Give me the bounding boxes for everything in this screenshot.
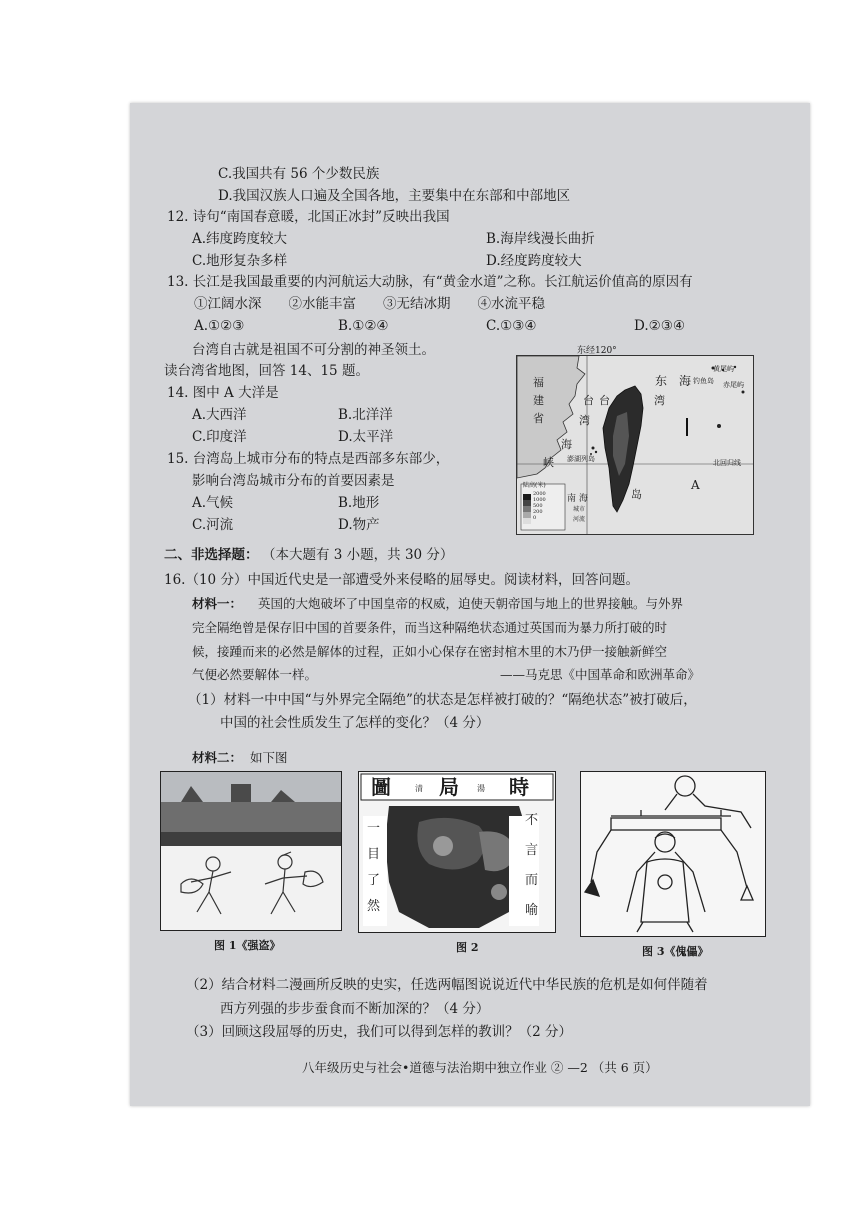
map-label-dao: 岛	[631, 488, 642, 501]
map-label-ocean-a: A	[691, 478, 700, 492]
figure-1-image	[160, 771, 342, 931]
material-2-label: 材料二：	[192, 750, 243, 765]
taiwan-intro: 台湾自古就是祖国不可分割的神圣领土。	[192, 342, 435, 358]
q15-option-d: D.物产	[338, 517, 380, 533]
figure-2-image	[358, 771, 556, 933]
q13-option-b: B.①②④	[338, 318, 389, 334]
q12-option-a: A.纬度跨度较大	[192, 231, 288, 247]
material-1-source: ——马克思《中国革命和欧洲革命》	[500, 667, 701, 682]
material-1-label: 材料一：	[192, 596, 243, 611]
map-label-donghai: 东 海	[655, 374, 692, 388]
figure-2-small-2: 湯	[477, 784, 485, 793]
exam-page	[130, 103, 810, 1106]
figure-3-caption: 图 3《傀儡》	[642, 945, 709, 958]
page-footer: 八年级历史与社会•道德与法治期中独立作业 ② —2 （共 6 页）	[302, 1060, 658, 1075]
q13-option-a: A.①②③	[194, 318, 245, 334]
q12-stem: 12. 诗句“南国春意暖，北国正冰封”反映出我国	[167, 209, 450, 225]
map-label-wan: 湾	[579, 414, 590, 427]
figure-2-left-3: 了	[367, 873, 381, 888]
sub-question-2-cont: 西方列强的步步蚕食而不断加深的？（4 分）	[220, 1001, 490, 1017]
map-label-nanhai: 南 海	[567, 494, 588, 504]
map-longitude-label: 东经120°	[577, 346, 617, 356]
q13-stem: 13. 长江是我国最重要的内河航运大动脉，有“黄金水道”之称。长江航运价值高的原因有	[167, 274, 693, 290]
figure-2-right-4: 喻	[525, 903, 539, 918]
figure-2-right-1: 不	[525, 813, 539, 828]
q12-option-b: B.海岸线漫长曲折	[486, 231, 595, 247]
q14-stem: 14. 图中 A 大洋是	[167, 385, 279, 401]
map-label-xia: 峡	[543, 456, 554, 469]
figure-2-left-4: 然	[367, 899, 381, 914]
material-1-line-2: 完全隔绝曾是保存旧中国的首要条件，而当这种隔绝状态通过英国而为暴力所打破的时	[192, 620, 668, 635]
q12-option-d: D.经度跨度较大	[486, 253, 582, 269]
material-2-text: 如下图	[250, 750, 288, 765]
map-label-taiwan: 台 湾	[599, 394, 665, 407]
figure-2-title-1: 圖	[371, 775, 391, 799]
q14-option-d: D.太平洋	[338, 429, 394, 445]
q15-stem: 15. 台湾岛上城市分布的特点是西部多东部少，	[167, 451, 450, 467]
legend-0: 0	[533, 515, 537, 521]
material-1-line-3: 候，接踵而来的必然是解体的过程，正如小心保存在密封棺木里的木乃伊一接触新鲜空	[192, 644, 668, 659]
figure-2-right-3: 而	[525, 873, 539, 888]
q13-option-d: D.②③④	[634, 318, 685, 334]
q14-option-b: B.北洋洋	[338, 407, 393, 423]
q14-option-a: A.大西洋	[192, 407, 247, 423]
material-1-line-1: 英国的大炮破坏了中国皇帝的权威，迫使天朝帝国与地上的世界接触。与外界	[258, 596, 684, 611]
legend-200: 200	[533, 509, 543, 515]
figure-2-left-2: 目	[367, 847, 381, 862]
legend-city: 城市	[573, 506, 586, 513]
legend-title: 陆高(米)	[523, 482, 546, 489]
q15-option-c: C.河流	[192, 517, 234, 533]
q15-option-b: B.地形	[338, 495, 380, 511]
sub-question-3: （3）回顾这段屈辱的历史，我们可以得到怎样的教训？（2 分）	[186, 1024, 572, 1040]
figure-3-image	[580, 771, 766, 937]
map-label-chiwei: 赤尾屿	[723, 381, 744, 389]
section-2-note: （本大题有 3 小题，共 30 分）	[262, 547, 454, 563]
figure-1-caption: 图 1《强盗》	[214, 939, 281, 952]
figure-3-drawing	[581, 772, 765, 936]
material-1-line-4: 气便必然要解体一样。	[192, 667, 318, 682]
figure-2-title-3: 時	[509, 775, 529, 799]
figure-1-drawing	[161, 772, 341, 930]
map-label-hai: 海	[561, 438, 572, 451]
section-2-heading: 二、非选择题：	[164, 547, 259, 563]
figure-2-right-2: 言	[525, 843, 539, 858]
sub-question-1: （1）材料一中中国“与外界完全隔绝”的状态是怎样被打破的？“隔绝状态”被打破后，	[188, 692, 697, 708]
sub-question-2: （2）结合材料二漫画所反映的史实，任选两幅图说说近代中华民族的危机是如何伴随着	[186, 977, 708, 993]
taiwan-map	[516, 346, 754, 535]
q15-option-a: A.气候	[192, 495, 234, 511]
figure-2-small-1: 清	[415, 784, 423, 793]
map-label-diaoyu: 钓鱼岛	[693, 377, 714, 385]
legend-1000: 1000	[533, 497, 546, 503]
legend-river: 河流	[573, 516, 586, 523]
legend-2000: 2000	[533, 491, 546, 497]
map-label-tropic: 北回归线	[713, 459, 741, 467]
q16-stem: 16.（10 分）中国近代史是一部遭受外来侵略的屈辱史。阅读材料，回答问题。	[164, 572, 639, 588]
map-label-huangwei: 黄尾屿	[713, 365, 734, 373]
q12-option-c: C.地形复杂多样	[192, 253, 288, 269]
q13-option-c: C.①③④	[486, 318, 537, 334]
map-label-penghu: 澎湖列岛	[567, 455, 595, 463]
map-label-fu: 福	[533, 376, 544, 389]
q11-option-d: D.我国汉族人口遍及全国各地，主要集中在东部和中部地区	[218, 188, 571, 204]
taiwan-map-drawing	[517, 356, 753, 534]
figure-2-caption: 图 2	[456, 941, 479, 954]
taiwan-instruction: 读台湾省地图，回答 14、15 题。	[164, 363, 369, 379]
q11-option-c: C.我国共有 56 个少数民族	[218, 166, 380, 182]
q14-option-c: C.印度洋	[192, 429, 247, 445]
figure-2-title-2: 局	[439, 775, 459, 799]
map-label-sheng: 省	[533, 412, 544, 425]
q15-stem-2: 影响台湾岛城市分布的首要因素是	[192, 473, 395, 489]
sub-question-1-cont: 中国的社会性质发生了怎样的变化？（4 分）	[220, 715, 490, 731]
map-label-jian: 建	[533, 394, 544, 407]
legend-500: 500	[533, 503, 543, 509]
figure-2-left-1: 一	[367, 821, 381, 836]
q13-choices: ①江阔水深 ②水能丰富 ③无结冰期 ④水流平稳	[194, 296, 545, 312]
map-label-tai: 台	[583, 394, 594, 407]
